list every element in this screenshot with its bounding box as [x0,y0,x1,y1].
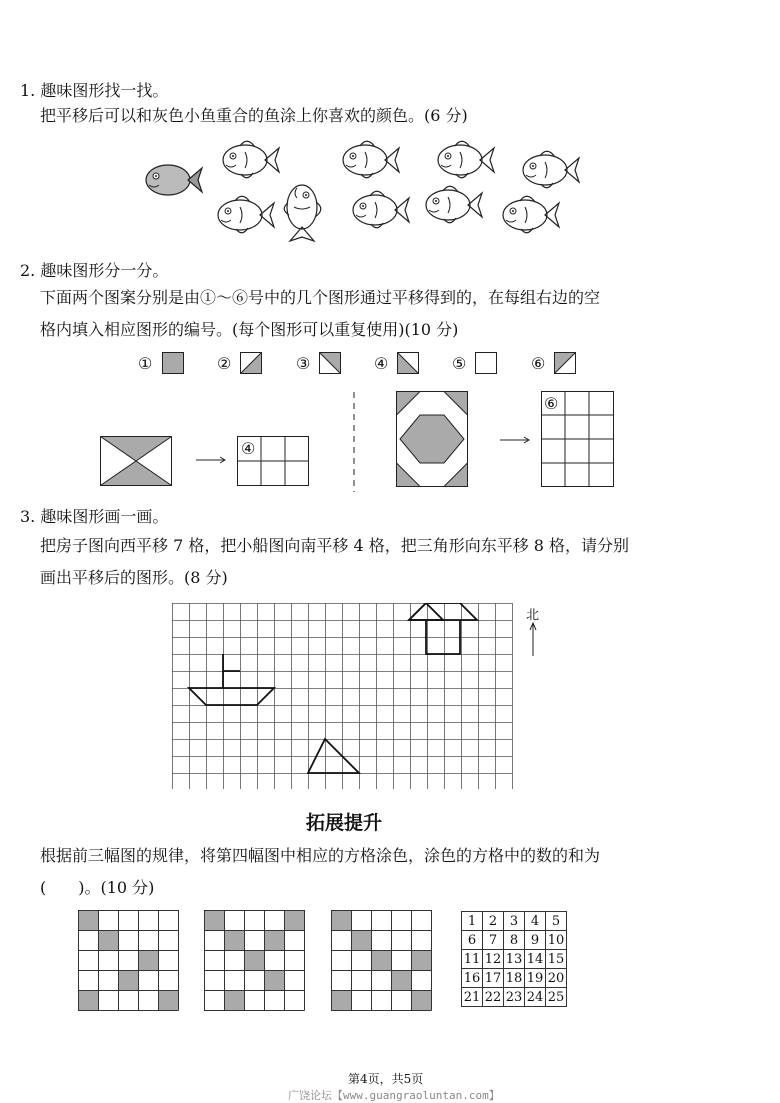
shaded-cell [332,991,352,1011]
shape-6-icon [554,352,576,374]
shape-label-6: ⑥ [531,354,546,373]
extension-heading: 拓展提升 [306,812,383,834]
site-watermark: 广饶论坛【www.guangraoluntan.com】 [288,1089,500,1102]
shaded-cell [225,931,245,951]
house-body [426,620,460,654]
arrow-right-icon [196,454,228,466]
shape-4-icon [397,352,419,374]
number-cell[interactable]: 9 [525,931,546,950]
house-icon [409,603,460,654]
boat-sail [223,654,240,671]
shaded-cell [412,951,432,971]
house-shape [409,603,477,620]
number-grid[interactable] [461,911,567,1007]
shaded-cell [332,911,352,931]
q3-title: 3. 趣味图形画一画。 [20,507,169,526]
boat-hull [189,688,274,705]
shaded-cell [225,991,245,1011]
ext-text-2: ( )。(10 分) [40,878,155,897]
number-cell[interactable]: 6 [462,931,483,950]
q1-title: 1. 趣味图形找一找。 [20,81,169,100]
pattern-grid-2 [204,910,305,1011]
shaded-cell [119,971,139,991]
shaded-cell [99,931,119,951]
fish-icon[interactable] [503,196,559,233]
number-cell[interactable]: 19 [525,969,546,988]
left-answer-given: ④ [241,439,256,458]
number-grid-row [462,912,567,931]
number-grid-row [462,931,567,950]
q1-text: 把平移后可以和灰色小鱼重合的鱼涂上你喜欢的颜色。(6 分) [40,106,468,125]
shape-2-icon [240,352,262,374]
fish-icon[interactable] [223,141,279,178]
shaded-cell [285,911,305,931]
q3-text-1: 把房子图向西平移 7 格，把小船图向南平移 4 格，把三角形向东平移 8 格，请分别 [40,536,630,555]
shaded-cell [265,971,285,991]
shaded-cell [392,971,412,991]
shaded-cell [139,951,159,971]
shape-label-4: ④ [374,354,389,373]
gray-fish-icon [146,165,202,195]
number-cell[interactable]: 5 [546,912,567,931]
house-roof [409,603,477,620]
number-cell[interactable]: 21 [462,988,483,1007]
shaded-cell [205,911,225,931]
right-pattern [396,391,468,487]
number-cell[interactable]: 16 [462,969,483,988]
shaded-cell [245,951,265,971]
right-answer-given: ⑥ [544,394,559,413]
shaded-cell [159,991,179,1011]
north-label: 北 [526,608,540,623]
number-cell[interactable]: 20 [546,969,567,988]
fish-icon[interactable] [343,141,399,178]
ext-text-1: 根据前三幅图的规律，将第四幅图中相应的方格涂色，涂色的方格中的数的和为 [40,846,601,865]
fish-icon[interactable] [353,191,409,228]
pattern-grid-3 [331,910,432,1011]
number-cell[interactable]: 3 [504,912,525,931]
number-cell[interactable]: 23 [504,988,525,1007]
number-cell[interactable]: 10 [546,931,567,950]
q3-text-2: 画出平移后的图形。(8 分) [40,568,228,587]
north-arrow-icon [527,622,539,656]
number-cell[interactable]: 14 [525,950,546,969]
number-cell[interactable]: 25 [546,988,567,1007]
number-cell[interactable]: 22 [483,988,504,1007]
number-cell[interactable]: 17 [483,969,504,988]
shape-label-3: ③ [296,354,311,373]
number-grid-row [462,988,567,1007]
shape-5-icon [475,352,497,374]
number-cell[interactable]: 11 [462,950,483,969]
shape-label-2: ② [217,354,232,373]
fish-icon[interactable] [438,141,494,178]
left-pattern [100,436,172,486]
number-cell[interactable]: 12 [483,950,504,969]
number-cell[interactable]: 13 [504,950,525,969]
number-cell[interactable]: 24 [525,988,546,1007]
pattern-grid-1 [78,910,179,1011]
shaded-cell [265,931,285,951]
q2-title: 2. 趣味图形分一分。 [20,261,169,280]
triangle-shape [308,739,359,773]
fish-group [130,135,580,245]
number-cell[interactable]: 4 [525,912,546,931]
fish-icon[interactable] [284,185,321,241]
shaded-cell [412,991,432,1011]
number-cell[interactable]: 2 [483,912,504,931]
number-grid-row [462,950,567,969]
drawing-grid[interactable] [172,603,517,789]
shape-3-icon [319,352,341,374]
shape-label-5: ⑤ [452,354,467,373]
q2-text-1: 下面两个图案分别是由①～⑥号中的几个图形通过平移得到的，在每组右边的空 [40,288,601,307]
number-cell[interactable]: 15 [546,950,567,969]
fish-icon[interactable] [523,151,579,188]
number-cell[interactable]: 18 [504,969,525,988]
number-cell[interactable]: 1 [462,912,483,931]
number-grid-row [462,969,567,988]
shaded-cell [352,931,372,951]
dashed-divider [352,392,356,492]
shaded-cell [79,911,99,931]
q2-text-2: 格内填入相应图形的编号。(每个图形可以重复使用)(10 分) [40,320,459,339]
shaded-cell [372,951,392,971]
number-cell[interactable]: 8 [504,931,525,950]
page-number: 第4页，共5页 [348,1072,424,1086]
fish-icon[interactable] [426,186,482,223]
shape-label-1: ① [138,354,153,373]
number-cell[interactable]: 7 [483,931,504,950]
arrow-right-icon [500,434,532,446]
shape-1-icon [162,352,184,374]
fish-icon[interactable] [218,196,274,233]
shaded-cell [79,991,99,1011]
